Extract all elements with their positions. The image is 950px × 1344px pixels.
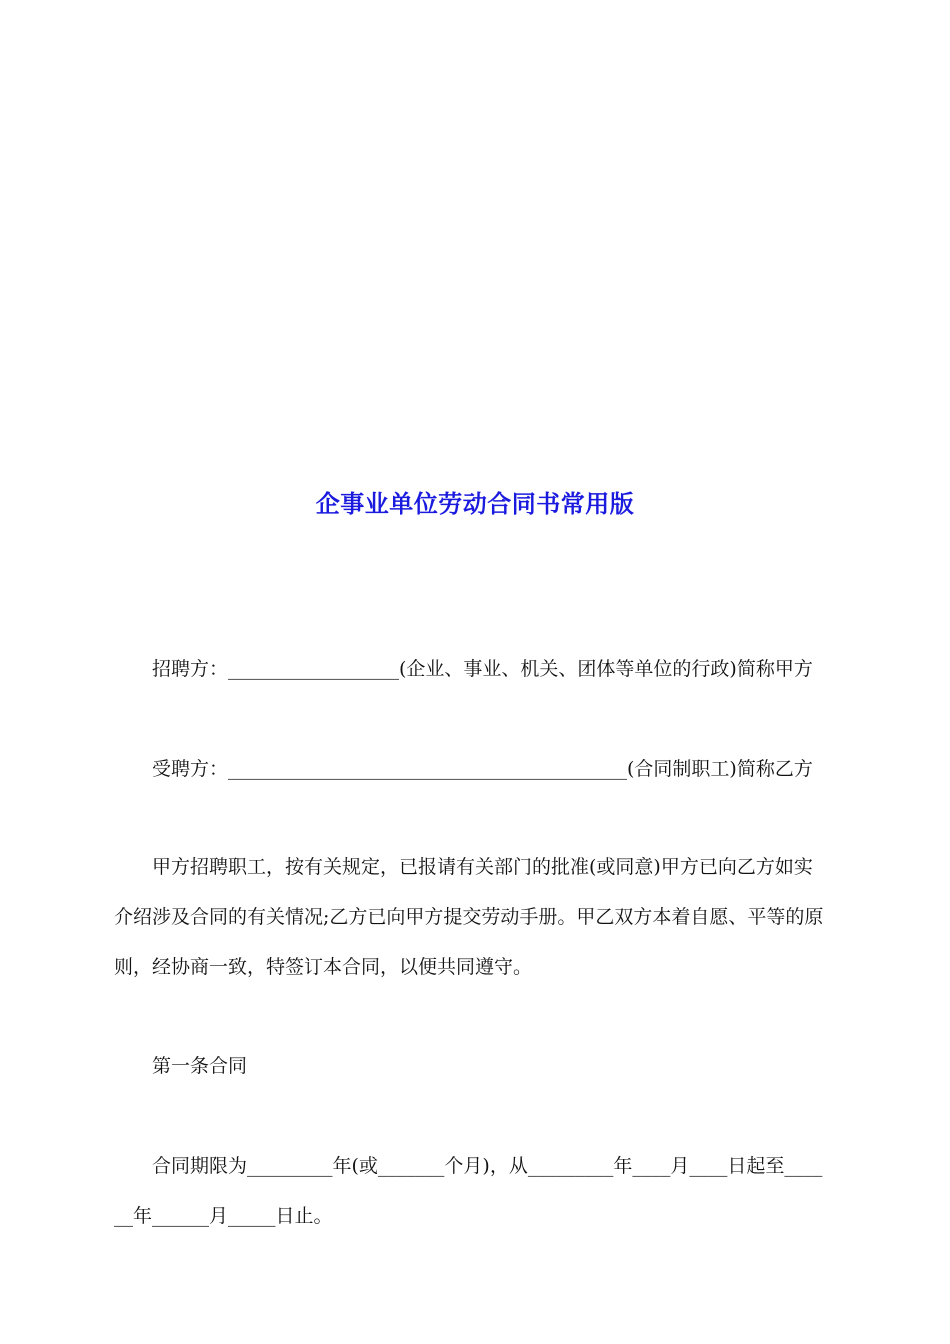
intro-line-1: 甲方招聘职工，按有关规定，已报请有关部门的批准(或同意)甲方已向乙方如实 — [152, 856, 813, 878]
article-one-heading: 第一条合同 — [152, 1055, 248, 1077]
intro-line-3: 则，经协商一致，特签订本合同，以便共同遵守。 — [114, 956, 533, 978]
document-title: 企事业单位劳动合同书常用版 — [315, 490, 635, 518]
term-line-2: __年______月_____日止。 — [114, 1205, 333, 1227]
intro-line-2: 介绍涉及合同的有关情况;乙方已向甲方提交劳动手册。甲乙双方本着自愿、平等的原 — [114, 906, 824, 928]
employer-line: 招聘方：__________________(企业、事业、机关、团体等单位的行政)简称甲方 — [152, 658, 813, 680]
employee-line: 受聘方：__________________________________________(合同制职工)简称乙方 — [152, 758, 813, 780]
term-line-1: 合同期限为_________年(或_______个月)，从_________年____月____日起至____ — [152, 1155, 823, 1177]
